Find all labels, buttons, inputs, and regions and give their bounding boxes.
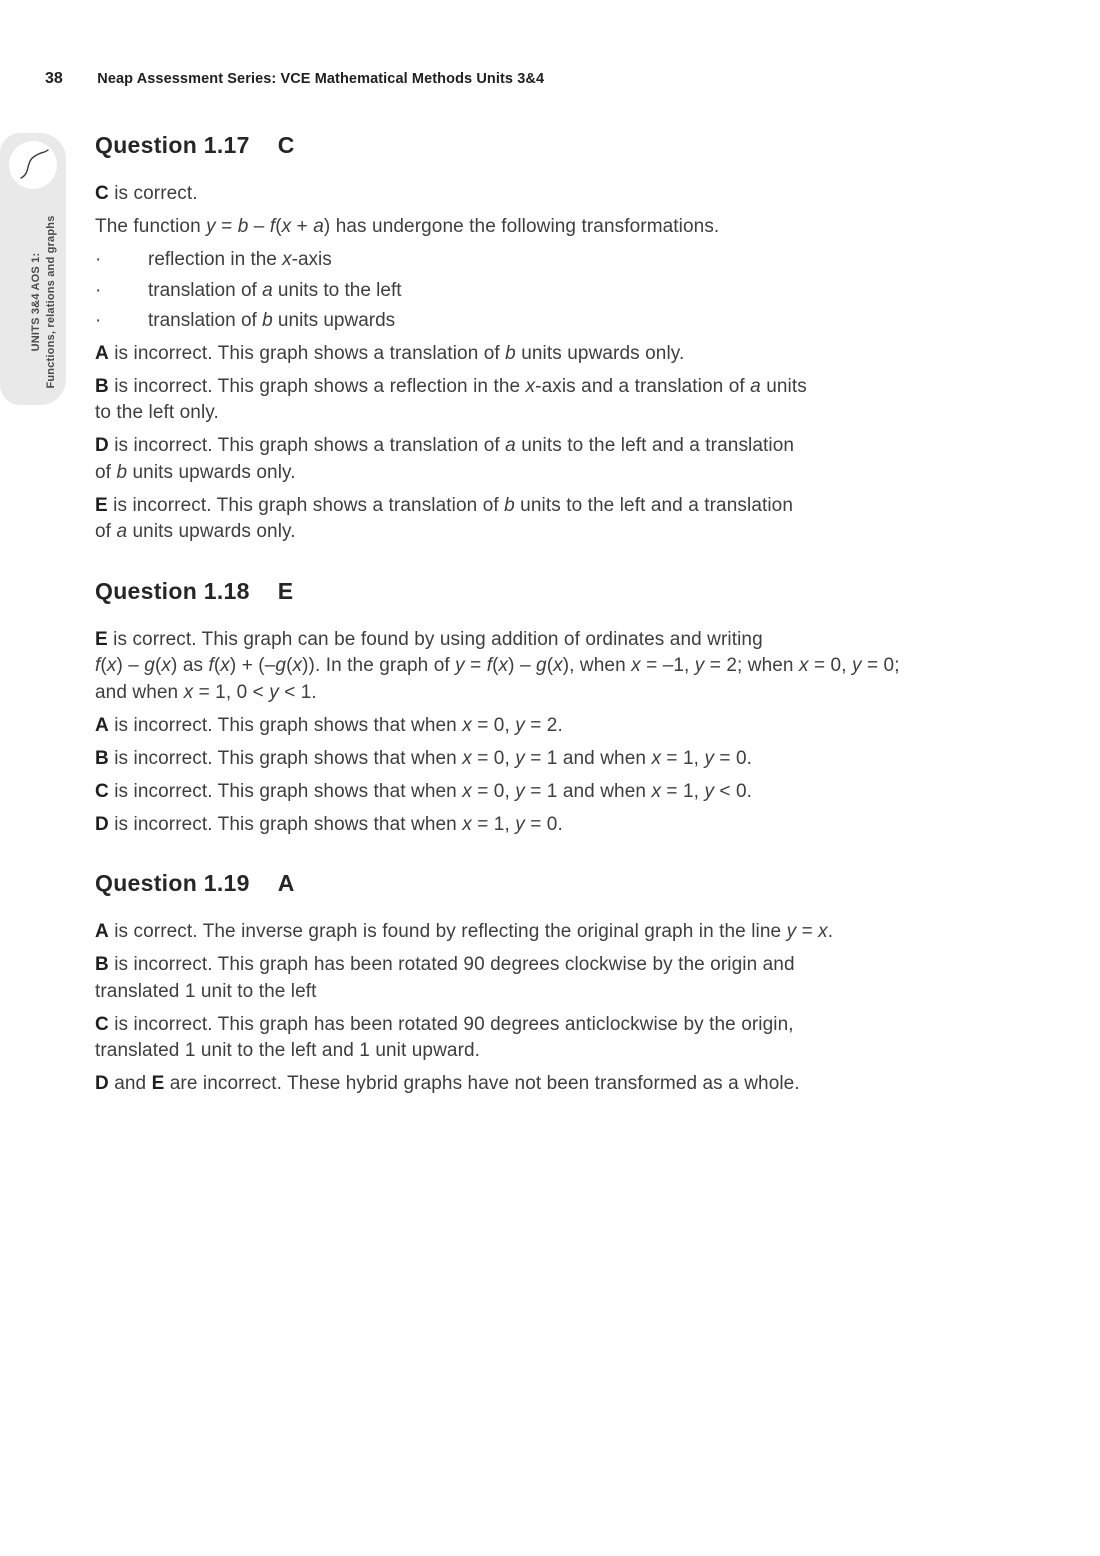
list-item-text: translation of b units upwards (148, 310, 396, 331)
answer-letter: E (277, 577, 294, 604)
explanation-paragraph: E is correct. This graph can be found by using addition of ordinates and writing f(x) – g(x) as f(x) + (–g(x)). In the graph of y = f(x) – g(x), when x = –1, y = 2; when x = 0, y = 0; and when x = 1, 0 < y < 1. (95, 628, 900, 703)
explanation-paragraph: B is incorrect. This graph shows that when x = 0, y = 1 and when x = 1, y = 0. (95, 747, 753, 769)
explanation-paragraph: The function y = b – f(x + a) has undergone the following transformations. (95, 216, 720, 237)
tab-label-units: UNITS 3&4 AOS 1: (30, 252, 42, 352)
bullet-icon: · (95, 249, 102, 270)
question-number: Question 1.18 (95, 577, 250, 604)
question-1-17-heading (95, 130, 1007, 160)
question-number: Question 1.19 (95, 870, 250, 896)
page-header (45, 70, 544, 88)
list-item-text: reflection in the x-axis (148, 249, 332, 270)
explanation-paragraph: C is incorrect. This graph shows that when x = 0, y = 1 and when x = 1, y < 0. (95, 780, 753, 802)
explanation-paragraph: D is incorrect. This graph shows a translation of a units to the left and a translation of b units upwards only. (95, 435, 795, 483)
question-1-18-heading (95, 576, 1007, 606)
list-item (95, 278, 1007, 305)
page-number: 38 (45, 70, 63, 87)
tab-label (29, 215, 59, 388)
explanation-paragraph: A is incorrect. This graph shows that when x = 0, y = 2. (95, 714, 563, 736)
tab-label-topic: Functions, relations and graphs (45, 215, 57, 389)
document-title: Neap Assessment Series: VCE Mathematical Methods Units 3&4 (97, 71, 545, 87)
explanation-paragraph: C is incorrect. This graph has been rotated 90 degrees anticlockwise by the origin, translated 1 unit to the left and 1 unit upward. (95, 1013, 794, 1061)
transformation-list (95, 247, 1007, 335)
answers-content (95, 130, 1007, 1104)
explanation-paragraph: D and E are incorrect. These hybrid graphs have not been transformed as a whole. (95, 1073, 800, 1094)
question-1-19-heading (95, 868, 1007, 898)
list-item (95, 247, 1007, 274)
list-item (95, 308, 1007, 335)
explanation-paragraph: B is incorrect. This graph shows a reflection in the x-axis and a translation of a units to the left only. (95, 375, 807, 423)
curve-icon (9, 141, 57, 189)
explanation-paragraph: D is incorrect. This graph shows that when x = 1, y = 0. (95, 813, 563, 835)
explanation-paragraph: A is correct. The inverse graph is found by reflecting the original graph in the line y = x. (95, 921, 834, 942)
section-tab (0, 133, 66, 405)
bullet-icon: · (95, 279, 102, 301)
explanation-paragraph: A is incorrect. This graph shows a translation of b units upwards only. (95, 342, 685, 364)
bullet-icon: · (95, 310, 102, 331)
answer-letter: A (277, 870, 295, 896)
explanation-paragraph: E is incorrect. This graph shows a translation of b units to the left and a translation of a units upwards only. (95, 494, 794, 542)
explanation-paragraph: B is incorrect. This graph has been rotated 90 degrees clockwise by the origin and translated 1 unit to the left (95, 954, 795, 1002)
explanation-paragraph: C is correct. (95, 183, 198, 204)
answer-letter: C (277, 132, 295, 158)
question-number: Question 1.17 (95, 132, 250, 158)
list-item-text: translation of a units to the left (148, 279, 402, 301)
